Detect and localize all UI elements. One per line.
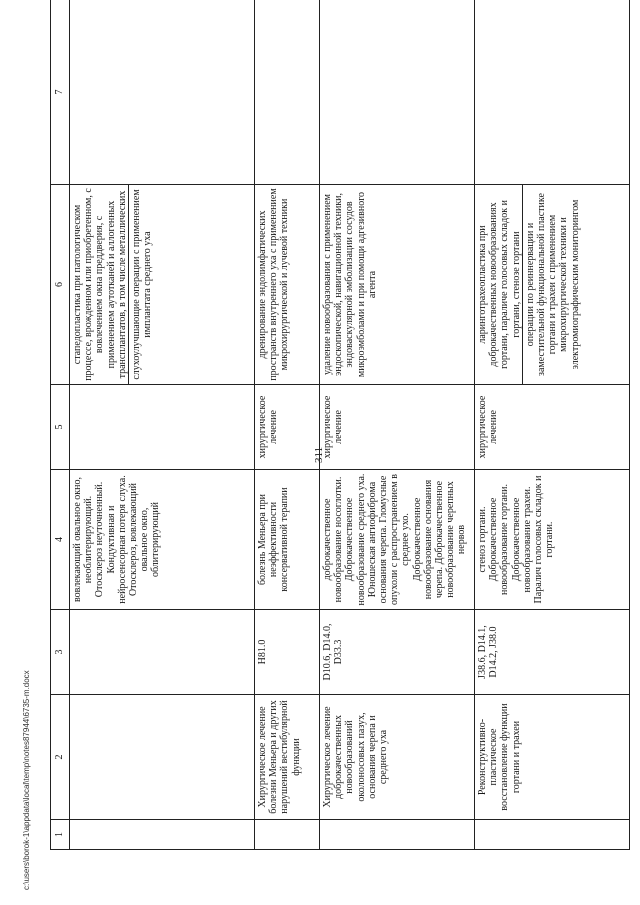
procedure-group-cell: Хирургическое лечение доброкачественных новообразований околоносовых пазух, основания черепа и среднего уха [320, 695, 475, 820]
icd-code-cell [70, 610, 255, 695]
icd-code-cell: J38.6, D14.1, D14.2, J38.0 [475, 610, 630, 695]
header-cell-1: 1 [51, 820, 70, 850]
row-number-cell [70, 820, 255, 850]
procedures-table [50, 0, 630, 850]
procedure-group-cell [70, 695, 255, 820]
method-cell [70, 185, 255, 385]
header-cell-3: 3 [51, 610, 70, 695]
treatment-type-cell: хирургическое лечение [475, 385, 630, 470]
method-text: операции по реиннервации и заместительной функциональной пластике гортани и трахеи с применением микрохирургической техники и электромиографическим мониторингом [522, 185, 581, 384]
diagnosis-cell: вовлекающий овальное окно, необлитерирующий. Отосклероз неуточненный. Кондуктивная и нейросенсорная потеря слуха. Отосклероз, вовлекающий овальное окно, облитерирующий [70, 470, 255, 610]
treatment-type-cell [70, 385, 255, 470]
header-cell-4: 4 [51, 470, 70, 610]
table-row [475, 0, 630, 850]
procedure-group-cell: Хирургическое лечение болезни Меньера и других нарушений вестибулярной функции [255, 695, 320, 820]
method-text: слухоулучшающие операции с применением имплантата среднего уха [128, 185, 153, 384]
header-cell-5: 5 [51, 385, 70, 470]
row-number-cell [475, 820, 630, 850]
method-text: ларинготрахеопластика при доброкачественных новообразованиях гортани, параличе голосовых складок и гортани, стенозе гортани [477, 200, 522, 369]
diagnosis-cell: болезнь Меньера при неэффективности консервативной терапии [255, 470, 320, 610]
icd-code-cell: H81.0 [255, 610, 320, 695]
page-number: 311 [313, 446, 325, 464]
header-cell-6: 6 [51, 185, 70, 385]
diagnosis-cell: доброкачественное новообразование носоглотки. Доброкачественное новообразование среднего уха. Юношеская ангиофиброма основания черепа. Гломусные опухоли с распространением в среднее ухо. Доброкачественное новообразование основания черепа. Доброкачественное новообразование черепных нервов [320, 470, 475, 610]
header-cell-2: 2 [51, 695, 70, 820]
table-row [70, 0, 255, 850]
table-header-row [51, 0, 70, 850]
method-cell: дренирование эндолимфатических пространств внутреннего уха с применением микрохирургической и лучевой техники [255, 185, 320, 385]
procedure-group-cell: Реконструктивно-пластическое восстановление функции гортани и трахеи [475, 695, 630, 820]
treatment-type-cell: хирургическое лечение [320, 385, 475, 470]
file-path-footer: c:\users\borok-1\appdata\local\temp\notes87944\6735-m.docx [22, 670, 31, 890]
treatment-type-cell: хирургическое лечение [255, 385, 320, 470]
header-cell-7: 7 [51, 0, 70, 185]
cost-cell [255, 0, 320, 185]
row-number-cell [320, 820, 475, 850]
table-row [255, 0, 320, 850]
cost-cell [475, 0, 630, 185]
method-cell: удаление новообразования с применением эндоскопической, навигационной техники, эндоваскулярной эмболизации сосудов микроэмболами и при помощи адгезивного агента [320, 185, 475, 385]
method-text: стапедопластика при патологическом процессе, врожденном или приобретенном, с вовлечением окна преддверия, с применением аутотканей и аллогенных трансплантатов, в том числе металлических [72, 188, 128, 381]
rotated-table-container [50, 0, 610, 850]
icd-code-cell: D10.6, D14.0, D33.3 [320, 610, 475, 695]
cost-cell [320, 0, 475, 185]
row-number-cell [255, 820, 320, 850]
diagnosis-cell: стеноз гортани. Доброкачественное новообразование гортани. Доброкачественное новообразование трахеи. Паралич голосовых складок и гортани. [475, 470, 630, 610]
table-row [320, 0, 475, 850]
method-cell [475, 185, 630, 385]
cost-cell [70, 0, 255, 185]
